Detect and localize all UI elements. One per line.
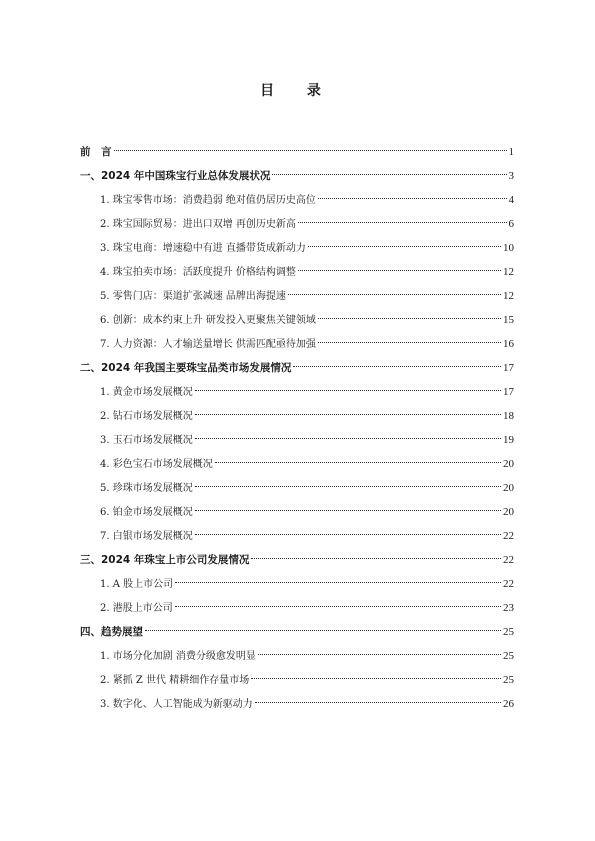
toc-subsection-entry[interactable] bbox=[80, 212, 514, 236]
toc-entry-label: 6. 创新：成本约束上升 研发投入更聚焦关键领域 bbox=[100, 315, 316, 326]
toc-entry-page-number: 17 bbox=[503, 362, 514, 374]
dot-leader bbox=[298, 222, 507, 223]
toc-entry-page-number: 16 bbox=[503, 338, 514, 350]
dot-leader bbox=[195, 510, 501, 511]
toc-subsection-entry[interactable] bbox=[80, 452, 514, 476]
toc-entry-page-number: 22 bbox=[503, 578, 514, 590]
toc-entry-label: 5. 零售门店：渠道扩张减速 品牌出海提速 bbox=[100, 291, 286, 302]
dot-leader bbox=[195, 390, 501, 391]
toc-entry-page-number: 25 bbox=[503, 674, 514, 686]
toc-entry-label: 3. 珠宝电商：增速稳中有进 直播带货成新动力 bbox=[100, 243, 306, 254]
dot-leader bbox=[114, 150, 507, 151]
toc-subsection-entry[interactable] bbox=[80, 596, 514, 620]
dot-leader bbox=[318, 342, 501, 343]
toc-entry-label: 4. 彩色宝石市场发展概况 bbox=[100, 459, 213, 470]
toc-entry-page-number: 20 bbox=[503, 482, 514, 494]
toc-entry-label: 三、2024 年珠宝上市公司发展情况 bbox=[80, 554, 250, 566]
dot-leader bbox=[308, 246, 501, 247]
toc-entry-label: 前 言 bbox=[80, 146, 112, 158]
toc-entry-label: 4. 珠宝拍卖市场：活跃度提升 价格结构调整 bbox=[100, 267, 296, 278]
dot-leader bbox=[175, 606, 501, 607]
toc-entry-page-number: 3 bbox=[508, 170, 514, 182]
toc-entry-page-number: 22 bbox=[503, 530, 514, 542]
toc-entry-page-number: 22 bbox=[503, 554, 514, 566]
toc-entry-page-number: 23 bbox=[503, 602, 514, 614]
toc-entry-page-number: 18 bbox=[503, 410, 514, 422]
dot-leader bbox=[175, 582, 501, 583]
toc-entry-label: 2. 紧抓 Z 世代 精耕细作存量市场 bbox=[100, 675, 250, 686]
toc-subsection-entry[interactable] bbox=[80, 500, 514, 524]
toc-entry-label: 二、2024 年我国主要珠宝品类市场发展情况 bbox=[80, 362, 292, 374]
toc-entry-page-number: 20 bbox=[503, 506, 514, 518]
dot-leader bbox=[288, 294, 501, 295]
table-of-contents bbox=[80, 140, 514, 716]
toc-subsection-entry[interactable] bbox=[80, 332, 514, 356]
toc-subsection-entry[interactable] bbox=[80, 284, 514, 308]
dot-leader bbox=[195, 414, 501, 415]
toc-entry-label: 3. 数字化、人工智能成为新驱动力 bbox=[100, 699, 253, 710]
toc-entry-label: 四、趋势展望 bbox=[80, 626, 143, 638]
toc-entry-label: 5. 珍珠市场发展概况 bbox=[100, 483, 193, 494]
toc-entry-page-number: 10 bbox=[503, 242, 514, 254]
dot-leader bbox=[215, 462, 501, 463]
toc-entry-page-number: 25 bbox=[503, 626, 514, 638]
toc-subsection-entry[interactable] bbox=[80, 188, 514, 212]
toc-entry-label: 2. 珠宝国际贸易：进出口双增 再创历史新高 bbox=[100, 219, 296, 230]
toc-entry-label: 7. 人力资源：人才输送量增长 供需匹配亟待加强 bbox=[100, 339, 316, 350]
toc-entry-label: 1. 市场分化加剧 消费分级愈发明显 bbox=[100, 651, 256, 662]
toc-entry-label: 6. 铂金市场发展概况 bbox=[100, 507, 193, 518]
toc-section-entry[interactable] bbox=[80, 140, 514, 164]
toc-entry-label: 1. 黄金市场发展概况 bbox=[100, 387, 193, 398]
toc-section-entry[interactable] bbox=[80, 164, 514, 188]
toc-subsection-entry[interactable] bbox=[80, 668, 514, 692]
toc-subsection-entry[interactable] bbox=[80, 404, 514, 428]
dot-leader bbox=[258, 654, 501, 655]
toc-entry-page-number: 6 bbox=[508, 218, 514, 230]
dot-leader bbox=[318, 198, 507, 199]
toc-subsection-entry[interactable] bbox=[80, 572, 514, 596]
toc-entry-page-number: 25 bbox=[503, 650, 514, 662]
toc-entry-label: 2. 港股上市公司 bbox=[100, 603, 173, 614]
toc-entry-page-number: 1 bbox=[508, 146, 514, 158]
dot-leader bbox=[293, 366, 501, 367]
toc-entry-label: 1. 珠宝零售市场：消费趋弱 绝对值仍居历史高位 bbox=[100, 195, 316, 206]
toc-entry-page-number: 17 bbox=[503, 386, 514, 398]
toc-entry-page-number: 12 bbox=[503, 266, 514, 278]
toc-entry-label: 2. 钻石市场发展概况 bbox=[100, 411, 193, 422]
dot-leader bbox=[298, 270, 501, 271]
dot-leader bbox=[195, 534, 501, 535]
toc-subsection-entry[interactable] bbox=[80, 428, 514, 452]
toc-subsection-entry[interactable] bbox=[80, 260, 514, 284]
dot-leader bbox=[145, 630, 501, 631]
toc-subsection-entry[interactable] bbox=[80, 308, 514, 332]
toc-entry-page-number: 12 bbox=[503, 290, 514, 302]
toc-subsection-entry[interactable] bbox=[80, 476, 514, 500]
toc-section-entry[interactable] bbox=[80, 356, 514, 380]
toc-entry-page-number: 4 bbox=[508, 194, 514, 206]
toc-entry-page-number: 20 bbox=[503, 458, 514, 470]
dot-leader bbox=[272, 174, 506, 175]
toc-entry-label: 一、2024 年中国珠宝行业总体发展状况 bbox=[80, 170, 271, 182]
page-title: 目 录 bbox=[260, 83, 335, 99]
toc-subsection-entry[interactable] bbox=[80, 692, 514, 716]
dot-leader bbox=[318, 318, 501, 319]
toc-subsection-entry[interactable] bbox=[80, 524, 514, 548]
toc-entry-page-number: 15 bbox=[503, 314, 514, 326]
dot-leader bbox=[195, 486, 501, 487]
toc-section-entry[interactable] bbox=[80, 548, 514, 572]
dot-leader bbox=[255, 702, 501, 703]
toc-entry-label: 7. 白银市场发展概况 bbox=[100, 531, 193, 542]
toc-subsection-entry[interactable] bbox=[80, 380, 514, 404]
toc-subsection-entry[interactable] bbox=[80, 236, 514, 260]
toc-subsection-entry[interactable] bbox=[80, 644, 514, 668]
dot-leader bbox=[251, 678, 501, 679]
toc-entry-page-number: 19 bbox=[503, 434, 514, 446]
toc-entry-page-number: 26 bbox=[503, 698, 514, 710]
toc-section-entry[interactable] bbox=[80, 620, 514, 644]
toc-entry-label: 3. 玉石市场发展概况 bbox=[100, 435, 193, 446]
dot-leader bbox=[251, 558, 501, 559]
toc-entry-label: 1. A 股上市公司 bbox=[100, 579, 174, 590]
dot-leader bbox=[195, 438, 501, 439]
